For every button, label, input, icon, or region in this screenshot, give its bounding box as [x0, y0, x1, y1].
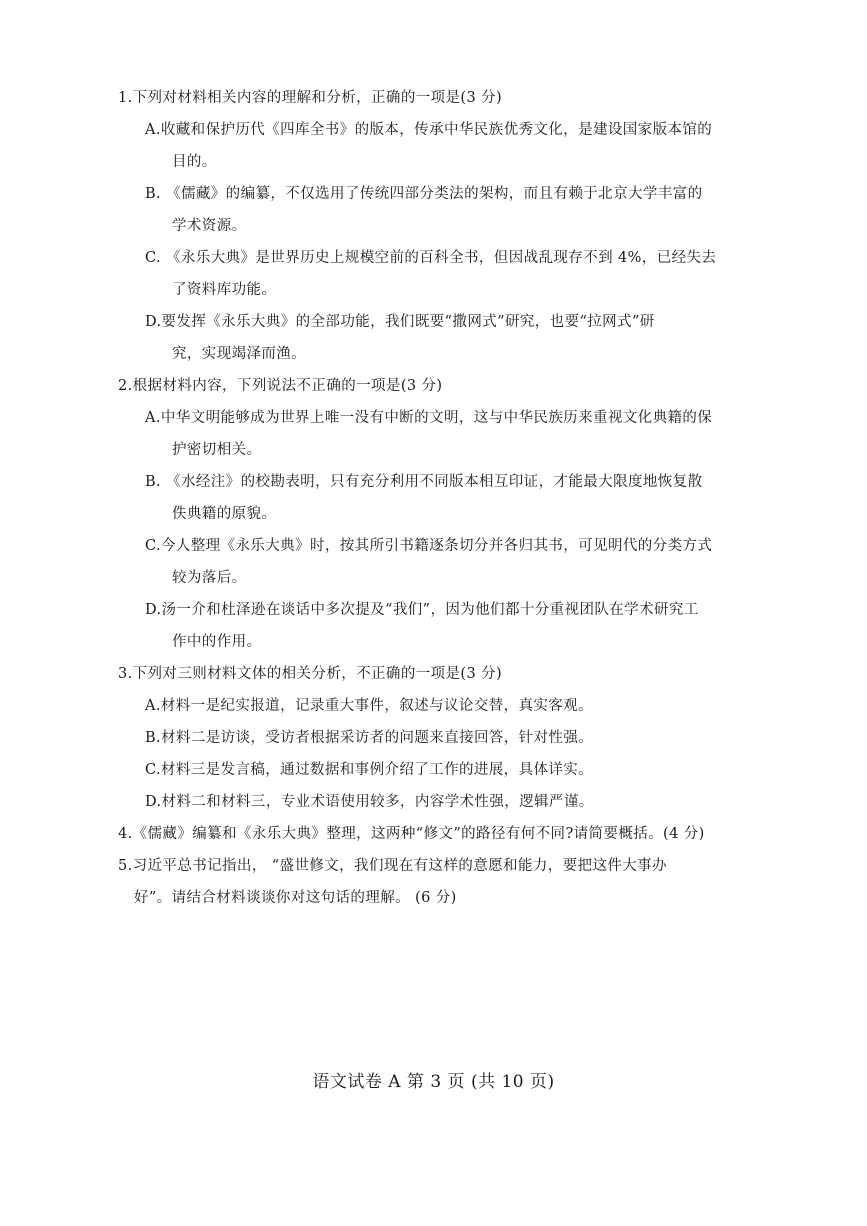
question-4-stem: 4.《儒藏》编纂和《永乐大典》整理，这两种“修文”的路径有何不同?请简要概括。(4 分)	[118, 826, 705, 842]
question-3-stem: 3.下列对三则材料文体的相关分析，不正确的一项是(3 分)	[118, 666, 503, 682]
question-2-stem: 2.根据材料内容，下列说法不正确的一项是(3 分)	[118, 378, 443, 394]
question-1-option-b: B. 《儒藏》的编纂，不仅选用了传统四部分类法的架构，而且有赖于北京大学丰富的	[145, 186, 703, 202]
question-2-option-c: C.今人整理《永乐大典》时，按其所引书籍逐条切分并各归其书，可见明代的分类方式	[145, 538, 713, 554]
question-1-option-c: C. 《永乐大典》是世界历史上规模空前的百科全书，但因战乱现存不到 4%，已经失去	[145, 250, 717, 266]
question-2-option-b-cont: 佚典籍的原貌。	[172, 506, 277, 522]
question-1-option-d: D.要发挥《永乐大典》的全部功能，我们既要“撒网式”研究，也要“拉网式”研	[145, 314, 655, 330]
question-1-option-b-cont: 学术资源。	[172, 218, 247, 234]
question-2-option-c-cont: 较为落后。	[172, 570, 247, 586]
question-5-stem: 5.习近平总书记指出， “盛世修文，我们现在有这样的意愿和能力，要把这件大事办	[118, 858, 667, 874]
question-1-option-a: A.收藏和保护历代《四库全书》的版本，传承中华民族优秀文化，是建设国家版本馆的	[145, 122, 713, 138]
question-2-option-d: D.汤一介和杜泽逊在谈话中多次提及“我们”，因为他们都十分重视团队在学术研究工	[145, 602, 699, 618]
question-3-option-b: B.材料二是访谈，受访者根据采访者的问题来直接回答，针对性强。	[145, 730, 594, 746]
question-2-option-a: A.中华文明能够成为世界上唯一没有中断的文明，这与中华民族历来重视文化典籍的保	[145, 410, 713, 426]
question-1-option-a-cont: 目的。	[172, 154, 217, 170]
question-3-option-d: D.材料二和材料三，专业术语使用较多，内容学术性强，逻辑严谨。	[145, 794, 594, 810]
question-1-option-c-cont: 了资料库功能。	[172, 282, 277, 298]
question-3-option-a: A.材料一是纪实报道，记录重大事件，叙述与议论交替，真实客观。	[145, 698, 593, 714]
question-list	[118, 82, 743, 914]
question-5-stem-cont: 好”。请结合材料谈谈你对这句话的理解。 (6 分)	[134, 890, 457, 906]
question-2-option-b: B. 《水经注》的校勘表明，只有充分利用不同版本相互印证，才能最大限度地恢复散	[145, 474, 703, 490]
question-3-option-c: C.材料三是发言稿，通过数据和事例介绍了工作的进展，具体详实。	[145, 762, 594, 778]
question-2-option-d-cont: 作中的作用。	[172, 634, 262, 650]
question-1-stem: 1.下列对材料相关内容的理解和分析，正确的一项是(3 分)	[118, 90, 503, 106]
page-footer: 语文试卷 A 第 3 页 (共 10 页)	[312, 1072, 555, 1092]
question-2-option-a-cont: 护密切相关。	[172, 442, 262, 458]
question-1-option-d-cont: 究，实现竭泽而渔。	[172, 346, 307, 362]
